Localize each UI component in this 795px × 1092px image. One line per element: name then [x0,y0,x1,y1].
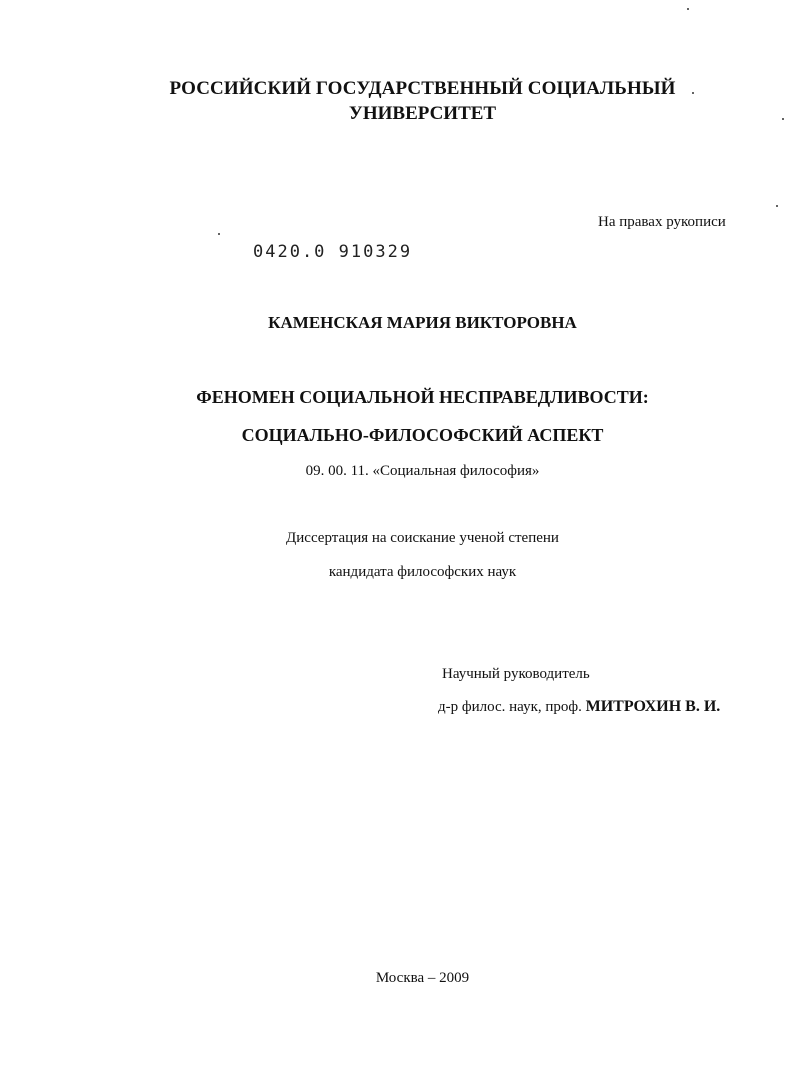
author-name: КАМЕНСКАЯ МАРИЯ ВИКТОРОВНА [268,313,577,332]
dissertation-title-line-1: ФЕНОМЕН СОЦИАЛЬНОЙ НЕСПРАВЕДЛИВОСТИ: [196,387,649,407]
scan-speck [687,8,689,10]
scan-speck [692,92,694,94]
catalog-number-stamp: 0420.0 910329 [253,242,413,262]
degree-statement-line-1: Диссертация на соискание ученой степени [286,530,559,546]
supervisor-line [438,698,720,716]
manuscript-rights-note: На правах рукописи [598,214,726,230]
supervisor-label: Научный руководитель [442,666,590,682]
supervisor-degree: д-р филос. наук, проф. [438,699,582,715]
scan-speck [218,233,220,235]
supervisor-name: МИТРОХИН В. И. [585,698,721,715]
university-name-line-2: УНИВЕРСИТЕТ [348,103,497,124]
university-name-line-1: РОССИЙСКИЙ ГОСУДАРСТВЕННЫЙ СОЦИАЛЬНЫЙ [169,78,676,99]
dissertation-title-line-2: СОЦИАЛЬНО-ФИЛОСОФСКИЙ АСПЕКТ [241,425,604,445]
city-and-year: Москва – 2009 [375,970,470,986]
scan-speck [782,118,784,120]
specialty-code: 09. 00. 11. «Социальная философия» [305,463,540,479]
scan-speck [776,205,778,207]
degree-statement-line-2: кандидата философских наук [328,564,517,580]
